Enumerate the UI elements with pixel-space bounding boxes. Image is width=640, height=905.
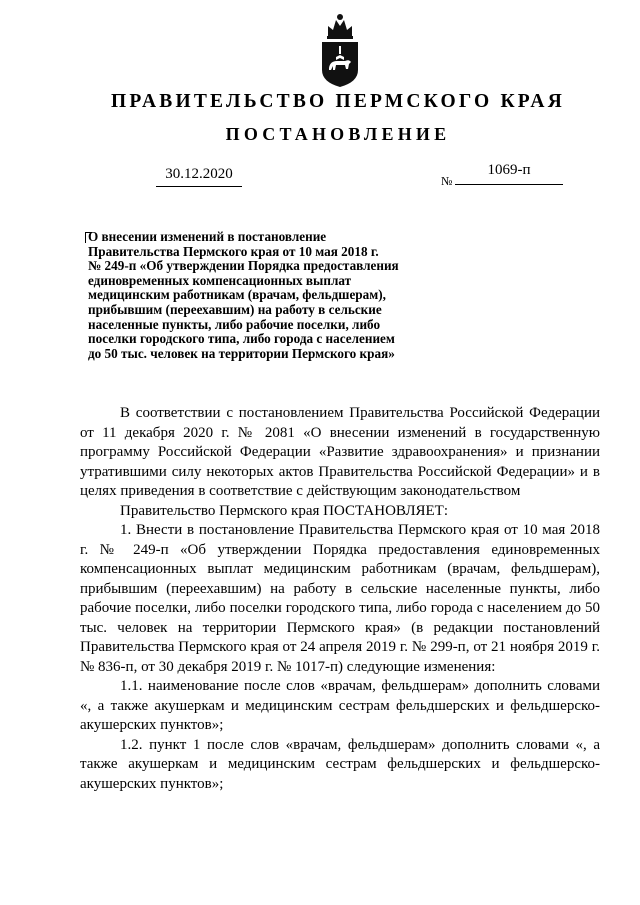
subject-line: медицинским работникам (врачам, фельдшерам),: [88, 287, 386, 303]
document-body: [80, 404, 600, 794]
subject-line: № 249-п «Об утверждении Порядка предоставления: [88, 258, 399, 274]
subject-line: Правительства Пермского края от 10 мая 2018 г.: [88, 243, 379, 259]
document-number: 1069-п: [455, 162, 563, 185]
document-type: ПОСТАНОВЛЕНИЕ: [225, 124, 451, 144]
number-sign: №: [441, 174, 453, 188]
subject-line: прибывшим (переехавшим) на работу в сельские: [88, 301, 382, 317]
body-paragraph-item-1-2: 1.2. пункт 1 после слов «врачам, фельдшерам» дополнить словами «, а также акушеркам и медицинским сестрам фельдшерских и фельдшерско-акушерских пунктов»;: [80, 736, 600, 792]
body-paragraph-resolves: Правительство Пермского края ПОСТАНОВЛЯЕТ:: [120, 502, 449, 519]
body-paragraph-item-1-1: 1.1. наименование после слов «врачам, фельдшерам» дополнить словами «, а также акушеркам и медицинским сестрам фельдшерских и фельдшерско-акушерских пунктов»;: [80, 678, 600, 733]
perm-krai-coat-of-arms-icon: [318, 12, 362, 88]
document-date: 30.12.2020: [156, 166, 242, 187]
subject-line: до 50 тыс. человек на территории Пермского края»: [88, 345, 395, 361]
subject-line: единовременных компенсационных выплат: [88, 272, 352, 288]
government-title: ПРАВИТЕЛЬСТВО ПЕРМСКОГО КРАЯ: [111, 91, 565, 112]
document-subject: [88, 230, 460, 361]
subject-line: населенные пункты, либо рабочие поселки, либо: [88, 316, 381, 332]
subject-line: поселки городского типа, либо города с населением: [88, 331, 395, 347]
body-paragraph-preamble: В соответствии с постановлением Правительства Российской Федерации от 11 декабря 2020 г. № 2081 «О внесении изменений в государственную программу Российской Федерации «Развитие здравоохранения» и признании утратившими силу некоторых актов Правительства Российской Федерации» и в целях приведения в соответствие с действующим законодательством: [80, 405, 600, 499]
body-paragraph-item-1: 1. Внести в постановление Правительства Пермского края от 10 мая 2018 г. № 249-п «Об утверждении Порядка предоставления единовременных компенсационных выплат медицинским работникам (врачам, фельдшерам), прибывшим (переехавшим) на работу в сельские населенные пункты, либо рабочие поселки, либо поселки городского типа, либо города с населением до 50 тыс. человек на территории Пермского края» (в редакции постановлений Правительства Пермского края от 24 апреля 2019 г. № 299-п, от 21 ноября 2019 г. № 836-п, от 30 декабря 2019 г. № 1017-п) следующие изменения:: [80, 522, 600, 675]
subject-line: О внесении изменений в постановление: [88, 229, 327, 244]
